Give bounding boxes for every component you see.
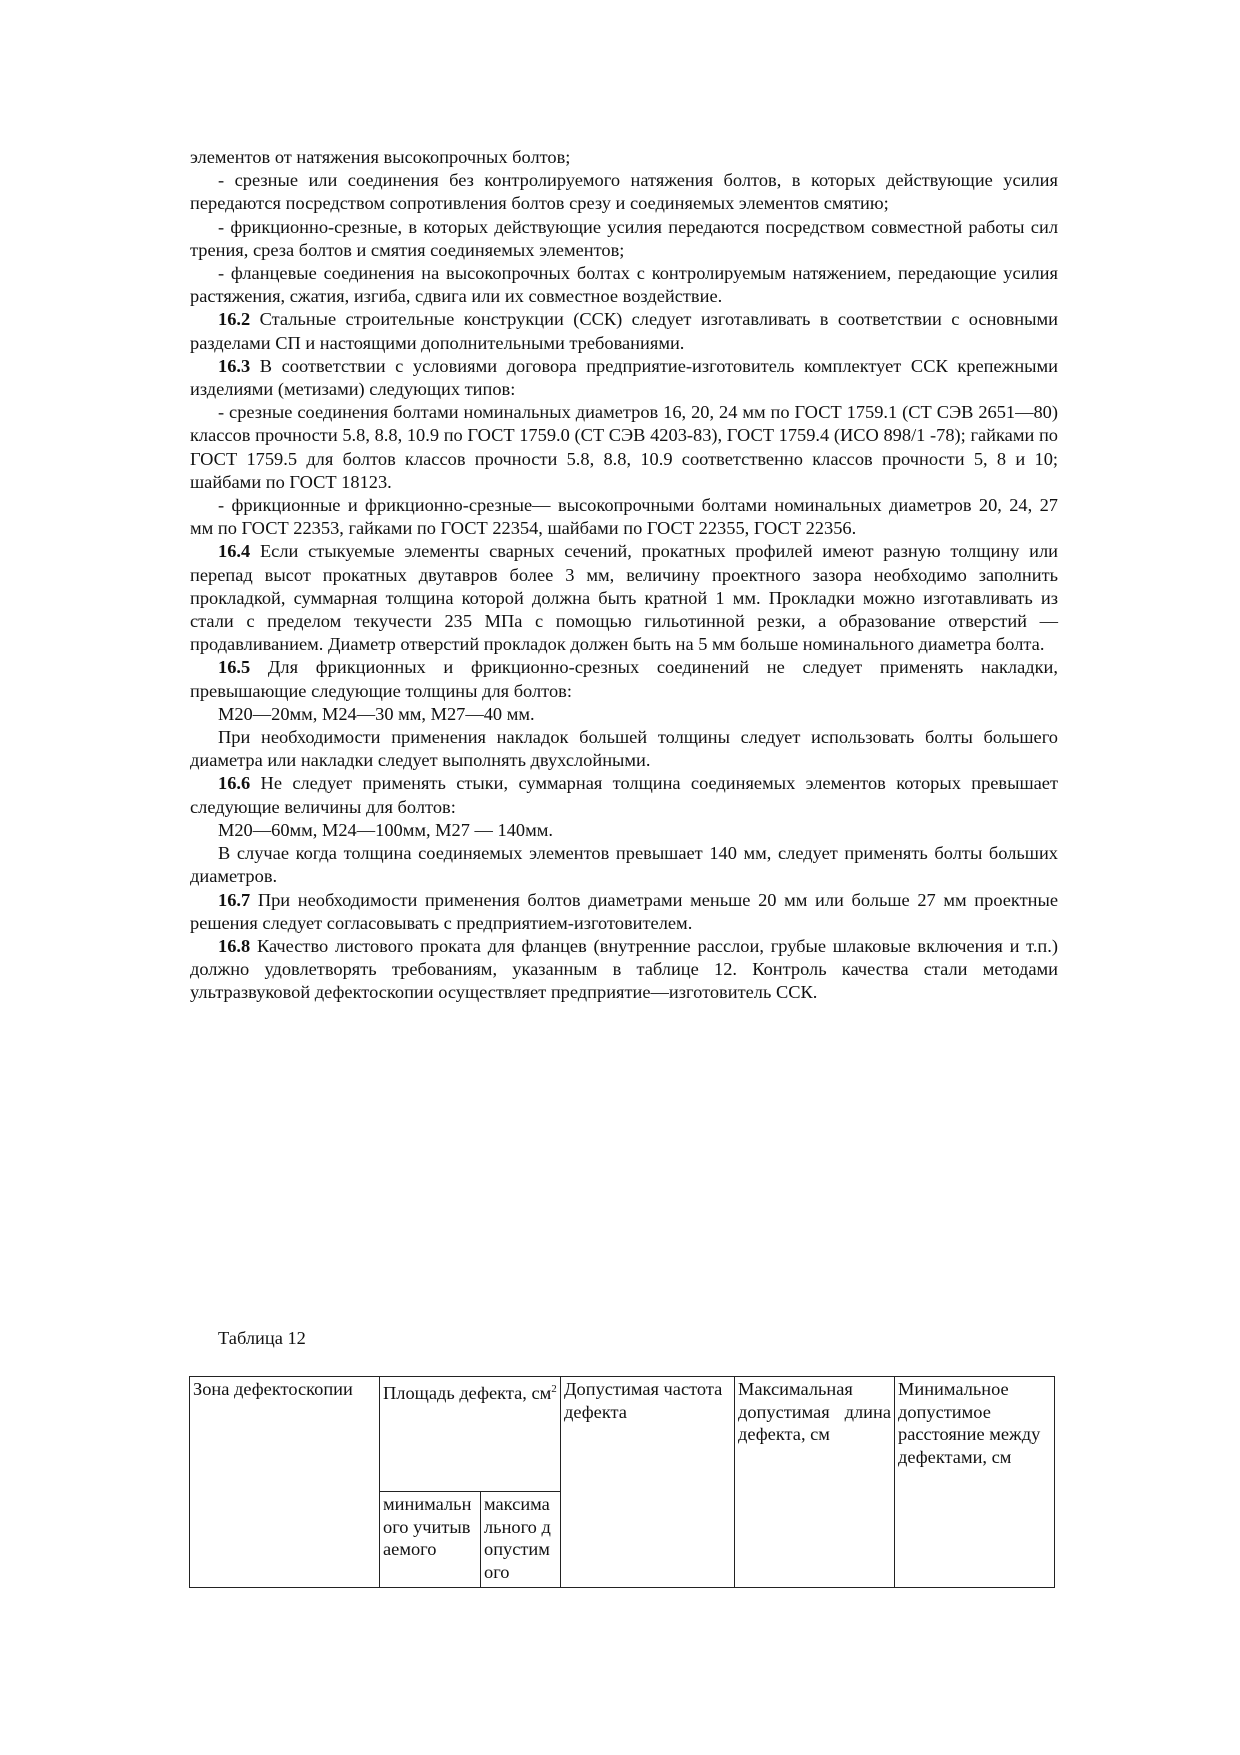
paragraph-text: Для фрикционных и фрикционно-срезных соединений не следует применять накладки, превышающие следующие толщины для болтов: bbox=[190, 657, 1058, 701]
paragraph bbox=[190, 146, 1058, 169]
paragraph-text: В случае когда толщина соединяемых элементов превышает 140 мм, следует применять болты больших диаметров. bbox=[190, 843, 1058, 887]
paragraph-text: Если стыкуемые элементы сварных сечений, прокатных профилей имеют разную толщину или перепад высот прокатных двутавров более 3 мм, величину проектного зазора необходимо заполнить прокладкой, суммарная толщина которой должна быть кратной 1 мм. Прокладки можно изготавливать из стали с пределом текучести 235 МПа с помощью гильотинной резки, а образование отверстий — продавливанием. Диаметр отверстий прокладок должен быть на 5 мм больше номинального диаметра болта. bbox=[190, 541, 1058, 655]
paragraph-text: элементов от натяжения высокопрочных болтов; bbox=[190, 147, 571, 167]
paragraph bbox=[190, 540, 1058, 656]
document-body bbox=[190, 146, 1058, 1005]
paragraph bbox=[190, 726, 1058, 772]
clause-number: 16.4 bbox=[218, 541, 251, 562]
paragraph bbox=[190, 889, 1058, 935]
paragraph-text: Качество листового проката для фланцев (внутренние расслои, грубые шлаковые включения и т.п.) должно удовлетворять требованиям, указанным в таблице 12. Контроль качества стали методами ультразвуковой дефектоскопии осуществляет предприятие—изготовитель ССК. bbox=[190, 935, 1058, 1003]
clause-number: 16.3 bbox=[218, 355, 251, 376]
paragraph bbox=[190, 842, 1058, 888]
paragraph bbox=[190, 262, 1058, 308]
paragraph bbox=[190, 308, 1058, 354]
paragraph bbox=[190, 216, 1058, 262]
header-zone: Зона дефектоскопии bbox=[190, 1377, 380, 1588]
clause-number: 16.6 bbox=[218, 773, 251, 794]
paragraph-text: М20—20мм, М24—30 мм, М27—40 мм. bbox=[218, 703, 535, 724]
header-min-distance: Минимальное допустимое расстояние между дефектами, см bbox=[895, 1377, 1055, 1588]
paragraph-text: - фланцевые соединения на высокопрочных болтах с контролируемым натяжением, передающие усилия растяжения, сжатия, изгиба, сдвига или их совместное воздействие. bbox=[190, 263, 1058, 307]
header-area: Площадь дефекта, $см^2$ bbox=[380, 1377, 561, 1492]
paragraph bbox=[190, 703, 1058, 726]
paragraph bbox=[190, 935, 1058, 1005]
clause-number: 16.8 bbox=[218, 935, 251, 956]
clause-number: 16.2 bbox=[218, 309, 251, 330]
paragraph-text: Не следует применять стыки, суммарная толщина соединяемых элементов которых превышает следующие величины для болтов: bbox=[190, 773, 1058, 817]
paragraph bbox=[190, 819, 1058, 842]
header-max-length: Максимальная допустимая длина дефекта, см bbox=[735, 1377, 895, 1588]
paragraph-text: Стальные строительные конструкции (ССК) следует изготавливать в соответствии с основными разделами СП и настоящими дополнительными требованиями. bbox=[190, 309, 1058, 353]
paragraph-text: - фрикционные и фрикционно-срезные— высокопрочными болтами номинальных диаметров 20, 24, 27 мм по ГОСТ 22353, гайками по ГОСТ 22354, шайбами по ГОСТ 22355, ГОСТ 22356. bbox=[190, 495, 1058, 539]
paragraph-text: - фрикционно-срезные, в которых действующие усилия передаются посредством совместной работы сил трения, среза болтов и смятия соединяемых элементов; bbox=[190, 216, 1058, 260]
paragraph-text: М20—60мм, М24—100мм, М27 — 140мм. bbox=[218, 819, 553, 840]
paragraph bbox=[190, 355, 1058, 401]
paragraph bbox=[190, 169, 1058, 215]
defects-table bbox=[189, 1376, 1055, 1588]
paragraph-text: - срезные соединения болтами номинальных диаметров 16, 20, 24 мм по ГОСТ 1759.1 (СТ СЭВ 2651—80) классов прочности 5.8, 8.8, 10.9 по ГОСТ 1759.0 (СТ СЭВ 4203-83), ГОСТ 1759.4 (ИСО 898/1 -78); гайками по ГОСТ 1759.5 для болтов классов прочности 5.8, 8.8, 10.9 соответственно классов прочности 5, 8 и 10; шайбами по ГОСТ 18123. bbox=[190, 402, 1058, 492]
paragraph-text: В соответствии с условиями договора предприятие-изготовитель комплектует ССК крепежными изделиями (метизами) следующих типов: bbox=[190, 355, 1058, 400]
header-frequency: Допустимая частота дефекта bbox=[561, 1377, 735, 1588]
area-unit-superscript: 2 bbox=[551, 1383, 557, 1395]
header-area-max: максимального допустимого bbox=[481, 1492, 561, 1588]
paragraph-text: - срезные или соединения без контролируемого натяжения болтов, в которых действующие усилия передаются посредством сопротивления болтов срезу и соединяемых элементов смятию; bbox=[190, 170, 1058, 214]
header-area-min: минимального учитываемого bbox=[380, 1492, 481, 1588]
paragraph bbox=[190, 494, 1058, 540]
table-caption: Таблица 12 bbox=[218, 1328, 306, 1348]
paragraph bbox=[190, 401, 1058, 494]
paragraph-text: При необходимости применения накладок большей толщины следует использовать болты большего диаметра или накладки следует выполнять двухслойными. bbox=[190, 727, 1058, 771]
clause-number: 16.5 bbox=[218, 657, 251, 678]
clause-number: 16.7 bbox=[218, 889, 251, 910]
paragraph bbox=[190, 772, 1058, 818]
paragraph-text: При необходимости применения болтов диаметрами меньше 20 мм или больше 27 мм проектные решения следует согласовывать с предприятием-изготовителем. bbox=[190, 889, 1058, 933]
paragraph bbox=[190, 656, 1058, 702]
